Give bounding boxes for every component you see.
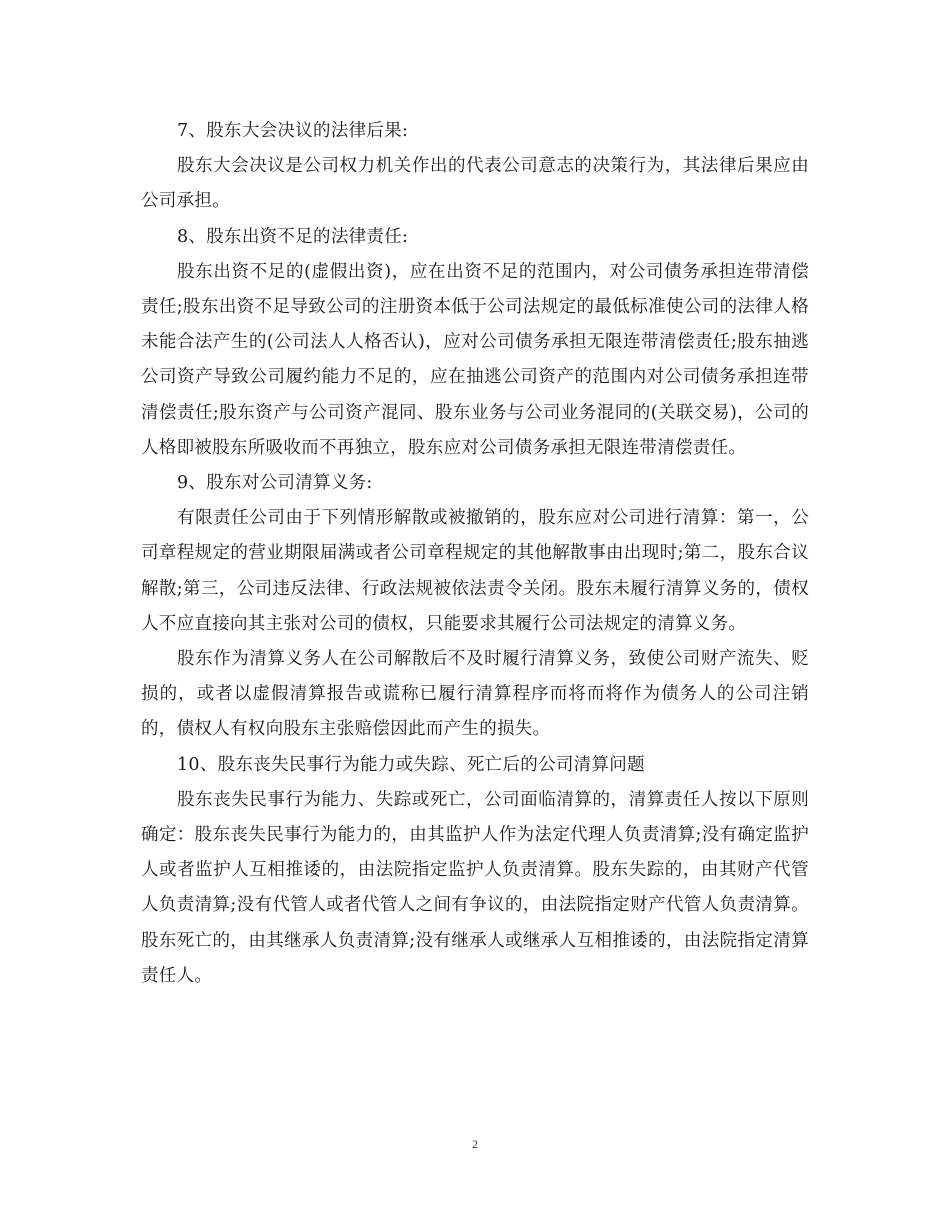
- paragraph-10-body: 股东丧失民事行为能力、失踪或死亡，公司面临清算的，清算责任人按以下原则确定：股东丧失民事行为能力的，由其监护人作为法定代理人负责清算;没有确定监护人或者监护人互相推诿的，由法院指定监护人负责清算。股东失踪的，由其财产代管人负责清算;没有代管人或者代管人之间有争议的，由法院指定财产代管人负责清算。股东死亡的，由其继承人负责清算;没有继承人或继承人互相推诿的，由法院指定清算责任人。: [141, 789, 809, 986]
- paragraph-9-body: 有限责任公司由于下列情形解散或被撤销的，股东应对公司进行清算：第一，公司章程规定的营业期限届满或者公司章程规定的其他解散事由出现时;第二，股东合议解散;第三，公司违反法律、行政法规被依法责令关闭。股东未履行清算义务的，债权人不应直接向其主张对公司的债权，只能要求其履行公司法规定的清算义务。: [141, 508, 809, 634]
- paragraph-7-body: 股东大会决议是公司权力机关作出的代表公司意志的决策行为，其法律后果应由公司承担。: [141, 156, 809, 212]
- page-number: 2: [472, 1137, 478, 1151]
- document-body: [141, 114, 809, 994]
- section-heading-9: 9、股东对公司清算义务:: [177, 473, 373, 494]
- paragraph-9-body-2: 股东作为清算义务人在公司解散后不及时履行清算义务，致使公司财产流失、贬损的，或者以虚假清算报告或谎称已履行清算程序而将而将作为债务人的公司注销的，债权人有权向股东主张赔偿因此而产生的损失。: [141, 649, 809, 740]
- section-heading-7: 7、股东大会决议的法律后果:: [177, 121, 409, 141]
- paragraph-8-body: 股东出资不足的(虚假出资)，应在出资不足的范围内，对公司债务承担连带清偿责任;股东出资不足导致公司的注册资本低于公司法规定的最低标准使公司的法律人格未能合法产生的(公司法人人格否认)，应对公司债务承担无限连带清偿责任;股东抽逃公司资产导致公司履约能力不足的，应在抽逃公司资产的范围内对公司债务承担连带清偿责任;股东资产与公司资产混同、股东业务与公司业务混同的(关联交易)，公司的人格即被股东所吸收而不再独立，股东应对公司债务承担无限连带清偿责任。: [141, 261, 809, 458]
- section-heading-10: 10、股东丧失民事行为能力或失踪、死亡后的公司清算问题: [177, 754, 645, 775]
- section-heading-8: 8、股东出资不足的法律责任:: [177, 226, 409, 247]
